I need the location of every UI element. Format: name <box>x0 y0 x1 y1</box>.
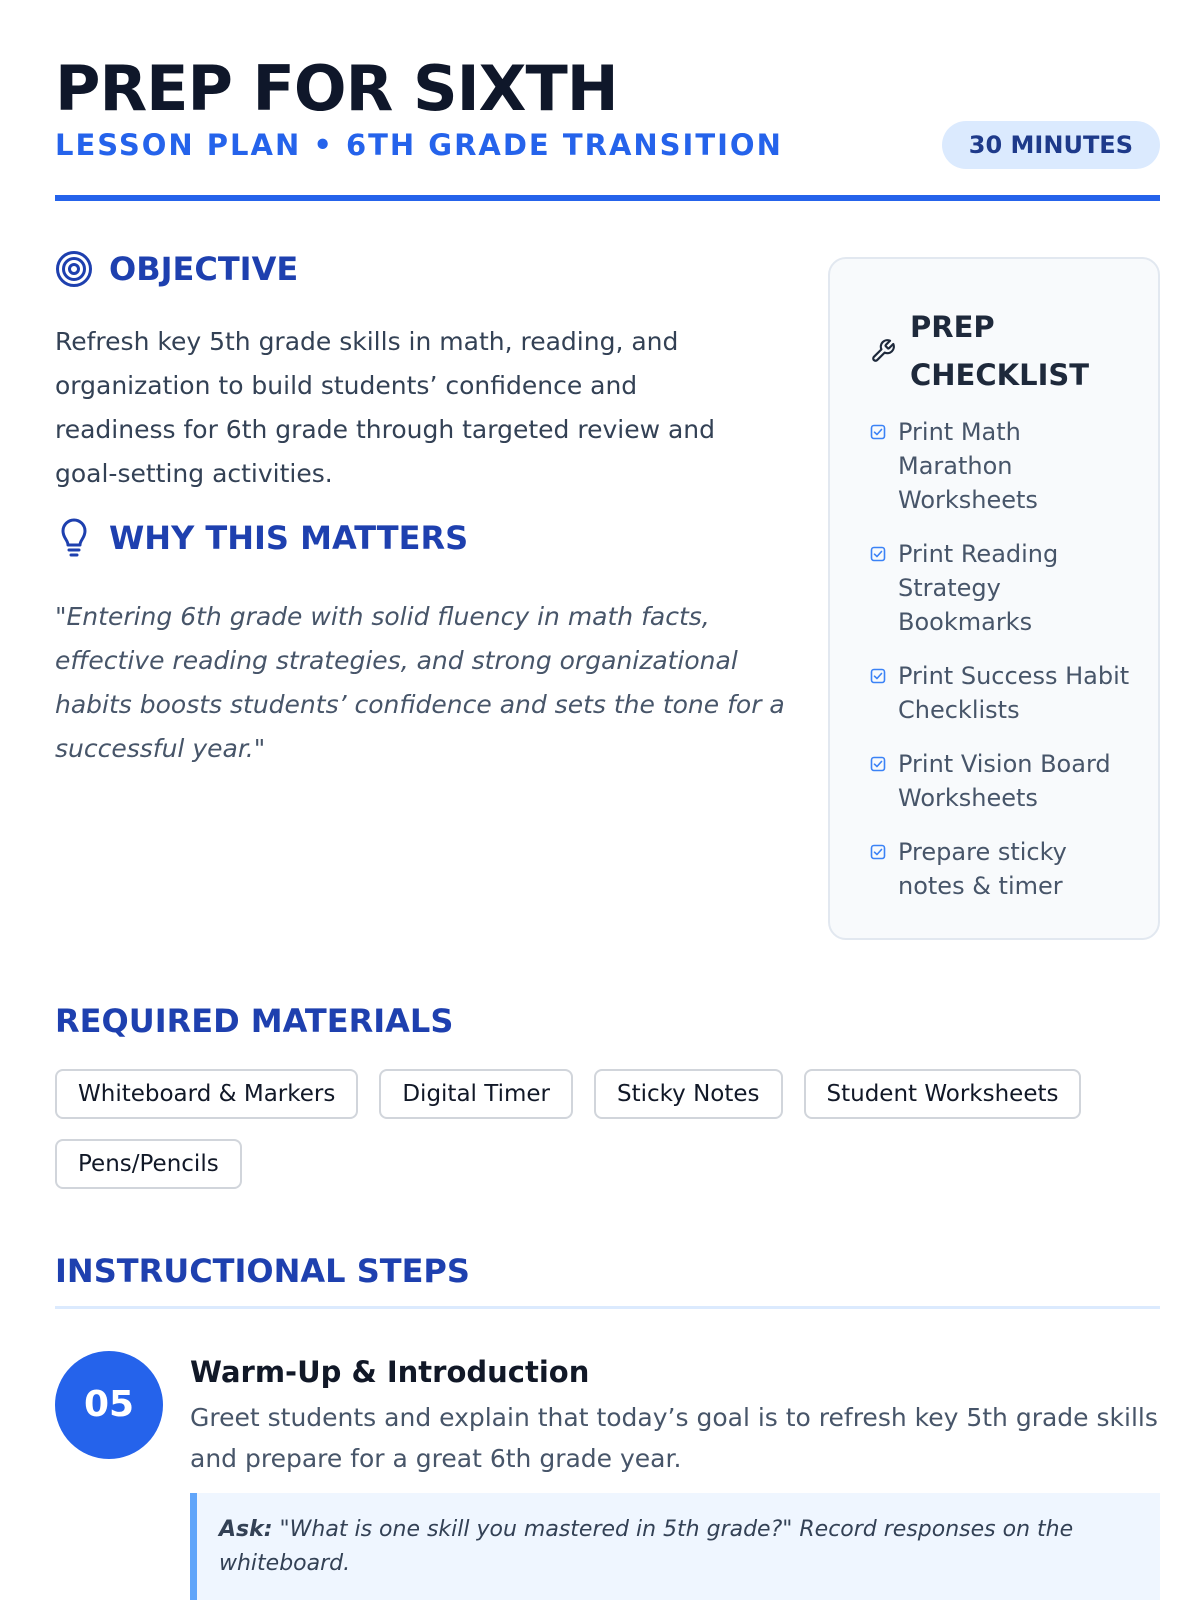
duration-badge: 30 MINUTES <box>942 121 1160 169</box>
checkbox-icon <box>870 756 886 772</box>
objective-heading <box>55 250 298 288</box>
material-chip: Digital Timer <box>379 1069 573 1119</box>
checklist-item <box>870 747 1140 815</box>
why-heading-label: WHY THIS MATTERS <box>109 519 469 557</box>
steps-divider <box>55 1306 1160 1309</box>
checklist-item <box>870 415 1140 517</box>
checklist-title-line2: CHECKLIST <box>910 358 1090 392</box>
materials-list <box>55 1069 1160 1189</box>
checkbox-icon <box>870 668 886 684</box>
callout-label: Ask: <box>219 1517 273 1542</box>
material-chip: Whiteboard & Markers <box>55 1069 358 1119</box>
step-description: Greet students and explain that today’s goal is to refresh key 5th grade skills and prepare for a great 6th grade year. <box>190 1403 1158 1473</box>
prep-checklist-card <box>828 257 1160 940</box>
checklist-item-label: Print Reading Strategy Bookmarks <box>898 540 1059 636</box>
checkbox-icon <box>870 844 886 860</box>
step-callout <box>190 1493 1160 1600</box>
checklist-items <box>870 415 1140 923</box>
checklist-title <box>910 303 1089 399</box>
checklist-item-label: Prepare sticky notes & timer <box>898 838 1067 900</box>
materials-heading: REQUIRED MATERIALS <box>55 1002 454 1040</box>
step-number-badge: 05 <box>55 1351 163 1459</box>
steps-heading: INSTRUCTIONAL STEPS <box>55 1252 470 1290</box>
objective-text: Refresh key 5th grade skills in math, reading, and organization to build students’ confidence and readiness for 6th grade through targeted review and goal-setting activities. <box>55 327 715 488</box>
checkbox-icon <box>870 546 886 562</box>
why-quote: "Entering 6th grade with solid fluency in math facts, effective reading strategies, and strong organizational habits boosts students’ confidence and sets the tone for a successful year." <box>55 602 785 763</box>
checklist-item <box>870 537 1140 639</box>
lesson-plan-page <box>55 0 1160 1600</box>
wrench-icon <box>870 338 896 364</box>
checklist-item <box>870 659 1140 727</box>
material-chip: Pens/Pencils <box>55 1139 242 1189</box>
checklist-heading <box>870 303 1089 399</box>
checklist-title-line1: PREP <box>910 310 995 344</box>
page-subtitle: LESSON PLAN • 6TH GRADE TRANSITION <box>55 128 783 162</box>
material-chip: Sticky Notes <box>594 1069 783 1119</box>
checkbox-icon <box>870 424 886 440</box>
callout-text: "What is one skill you mastered in 5th grade?" Record responses on the whiteboard. <box>219 1517 1074 1576</box>
objective-heading-label: OBJECTIVE <box>109 250 299 288</box>
lightbulb-icon <box>55 518 93 558</box>
checklist-item-label: Print Success Habit Checklists <box>898 662 1130 724</box>
why-heading <box>55 518 468 558</box>
material-chip: Student Worksheets <box>804 1069 1082 1119</box>
checklist-item <box>870 835 1140 903</box>
checklist-item-label: Print Vision Board Worksheets <box>898 750 1111 812</box>
target-icon <box>55 250 93 288</box>
checklist-item-label: Print Math Marathon Worksheets <box>898 418 1038 514</box>
header-divider <box>55 195 1160 201</box>
page-title: PREP FOR SIXTH <box>55 52 618 125</box>
step-title: Warm-Up & Introduction <box>190 1355 590 1389</box>
